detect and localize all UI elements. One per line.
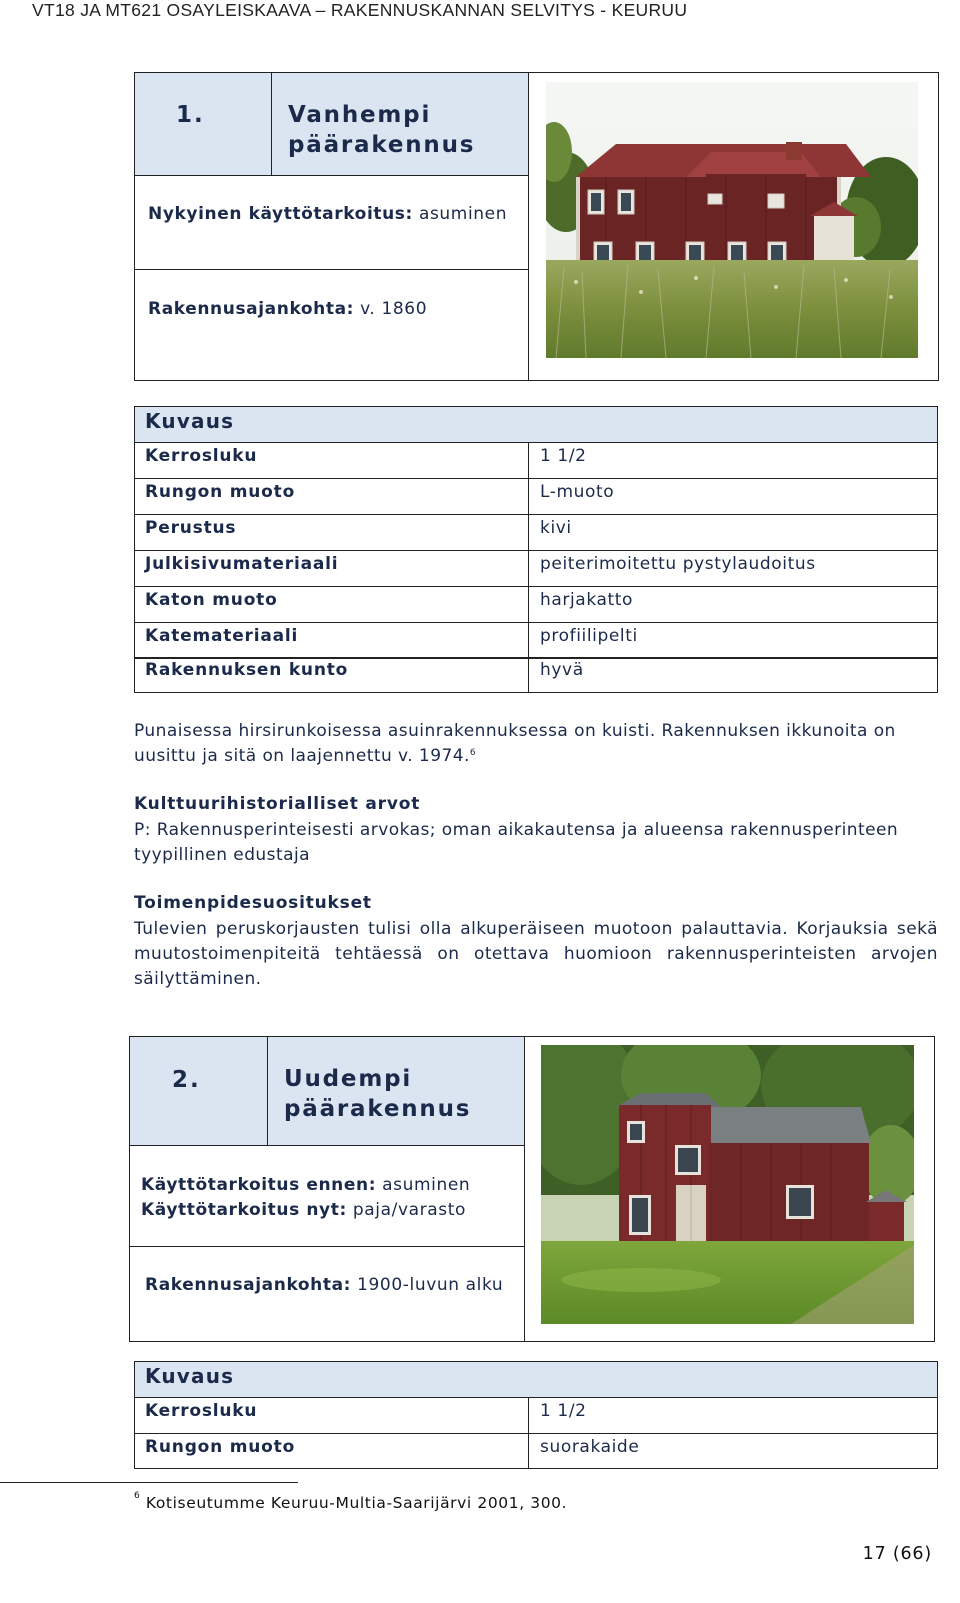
row-label: Rakennuksen kunto [145, 660, 349, 680]
table-row [528, 657, 938, 693]
row-value: profiilipelti [540, 626, 638, 646]
values-text: P: Rakennusperinteisesti arvokas; oman aikakautensa ja alueensa rakennusperinteen tyypillinen edustaja [134, 820, 899, 865]
building-1-use: Nykyinen käyttötarkoitus: asuminen [148, 204, 508, 224]
building-1-date-cell [134, 269, 529, 381]
row-value: suorakaide [540, 1437, 640, 1457]
page-number: 17 (66) [862, 1544, 932, 1564]
footnote: $^6$ Kotiseutumme Keuruu-Multia-Saarijärvi 2001, 300. [134, 1491, 568, 1512]
actions-text: Tulevien peruskorjausten tulisi olla alkuperäiseen muotoon palauttavia. Korjauksia sekä muutostoimenpiteitä tehtäessä on otettava huomioon rakennusperinteisten arvojen säilyttäminen. [134, 919, 938, 989]
building-1-photo [546, 82, 918, 358]
building-1-title: Vanhempi päärakennus [288, 102, 476, 158]
building-1-date: Rakennusajankohta: v. 1860 [148, 299, 428, 319]
building-1-description: Punaisessa hirsirunkoisessa asuinrakennuksessa on kuisti. Rakennuksen ikkunoita on uusittu ja sitä on laajennettu v. 1974.$^6$ [134, 721, 896, 766]
row-value: L-muoto [540, 482, 615, 502]
table-header-cell [134, 1361, 938, 1398]
table-row [528, 1397, 938, 1434]
row-value: hyvä [540, 660, 584, 680]
values-heading: Kulttuurihistorialliset arvot [134, 794, 421, 814]
row-label: Julkisivumateriaali [145, 554, 339, 574]
building-2-use-before: Käyttötarkoitus ennen: asuminen [141, 1175, 471, 1195]
actions-heading: Toimenpidesuositukset [134, 893, 372, 913]
row-label: Katon muoto [145, 590, 278, 610]
table-header-cell [134, 406, 938, 443]
row-value: kivi [540, 518, 572, 538]
row-label: Kerrosluku [145, 446, 258, 466]
footnote-separator [0, 1482, 298, 1483]
table-row [528, 514, 938, 551]
building-2-number: 2. [172, 1067, 201, 1093]
running-header: VT18 JA MT621 OSAYLEISKAAVA – RAKENNUSKANNAN SELVITYS - KEURUU [32, 0, 688, 20]
row-value: harjakatto [540, 590, 634, 610]
table-header: Kuvaus [145, 409, 235, 433]
row-label: Rungon muoto [145, 1437, 296, 1457]
building-1-number: 1. [176, 102, 205, 128]
footnote-reference[interactable]: 6 [469, 748, 477, 758]
building-2-title: Uudempi päärakennus [284, 1066, 472, 1122]
building-2-photo [541, 1045, 914, 1324]
building-2-date: Rakennusajankohta: 1900-luvun alku [145, 1275, 504, 1295]
building-2-use-now: Käyttötarkoitus nyt: paja/varasto [141, 1200, 466, 1220]
red-log-house-illustration [546, 82, 918, 358]
row-value: 1 1/2 [540, 446, 587, 466]
row-label: Rungon muoto [145, 482, 296, 502]
row-value: 1 1/2 [540, 1401, 587, 1421]
table-header: Kuvaus [145, 1364, 235, 1388]
red-workshop-illustration [541, 1045, 914, 1324]
row-label: Perustus [145, 518, 237, 538]
row-value: peiterimoitettu pystylaudoitus [540, 554, 816, 574]
row-label: Kerrosluku [145, 1401, 258, 1421]
table-row [528, 442, 938, 479]
row-label: Katemateriaali [145, 626, 299, 646]
